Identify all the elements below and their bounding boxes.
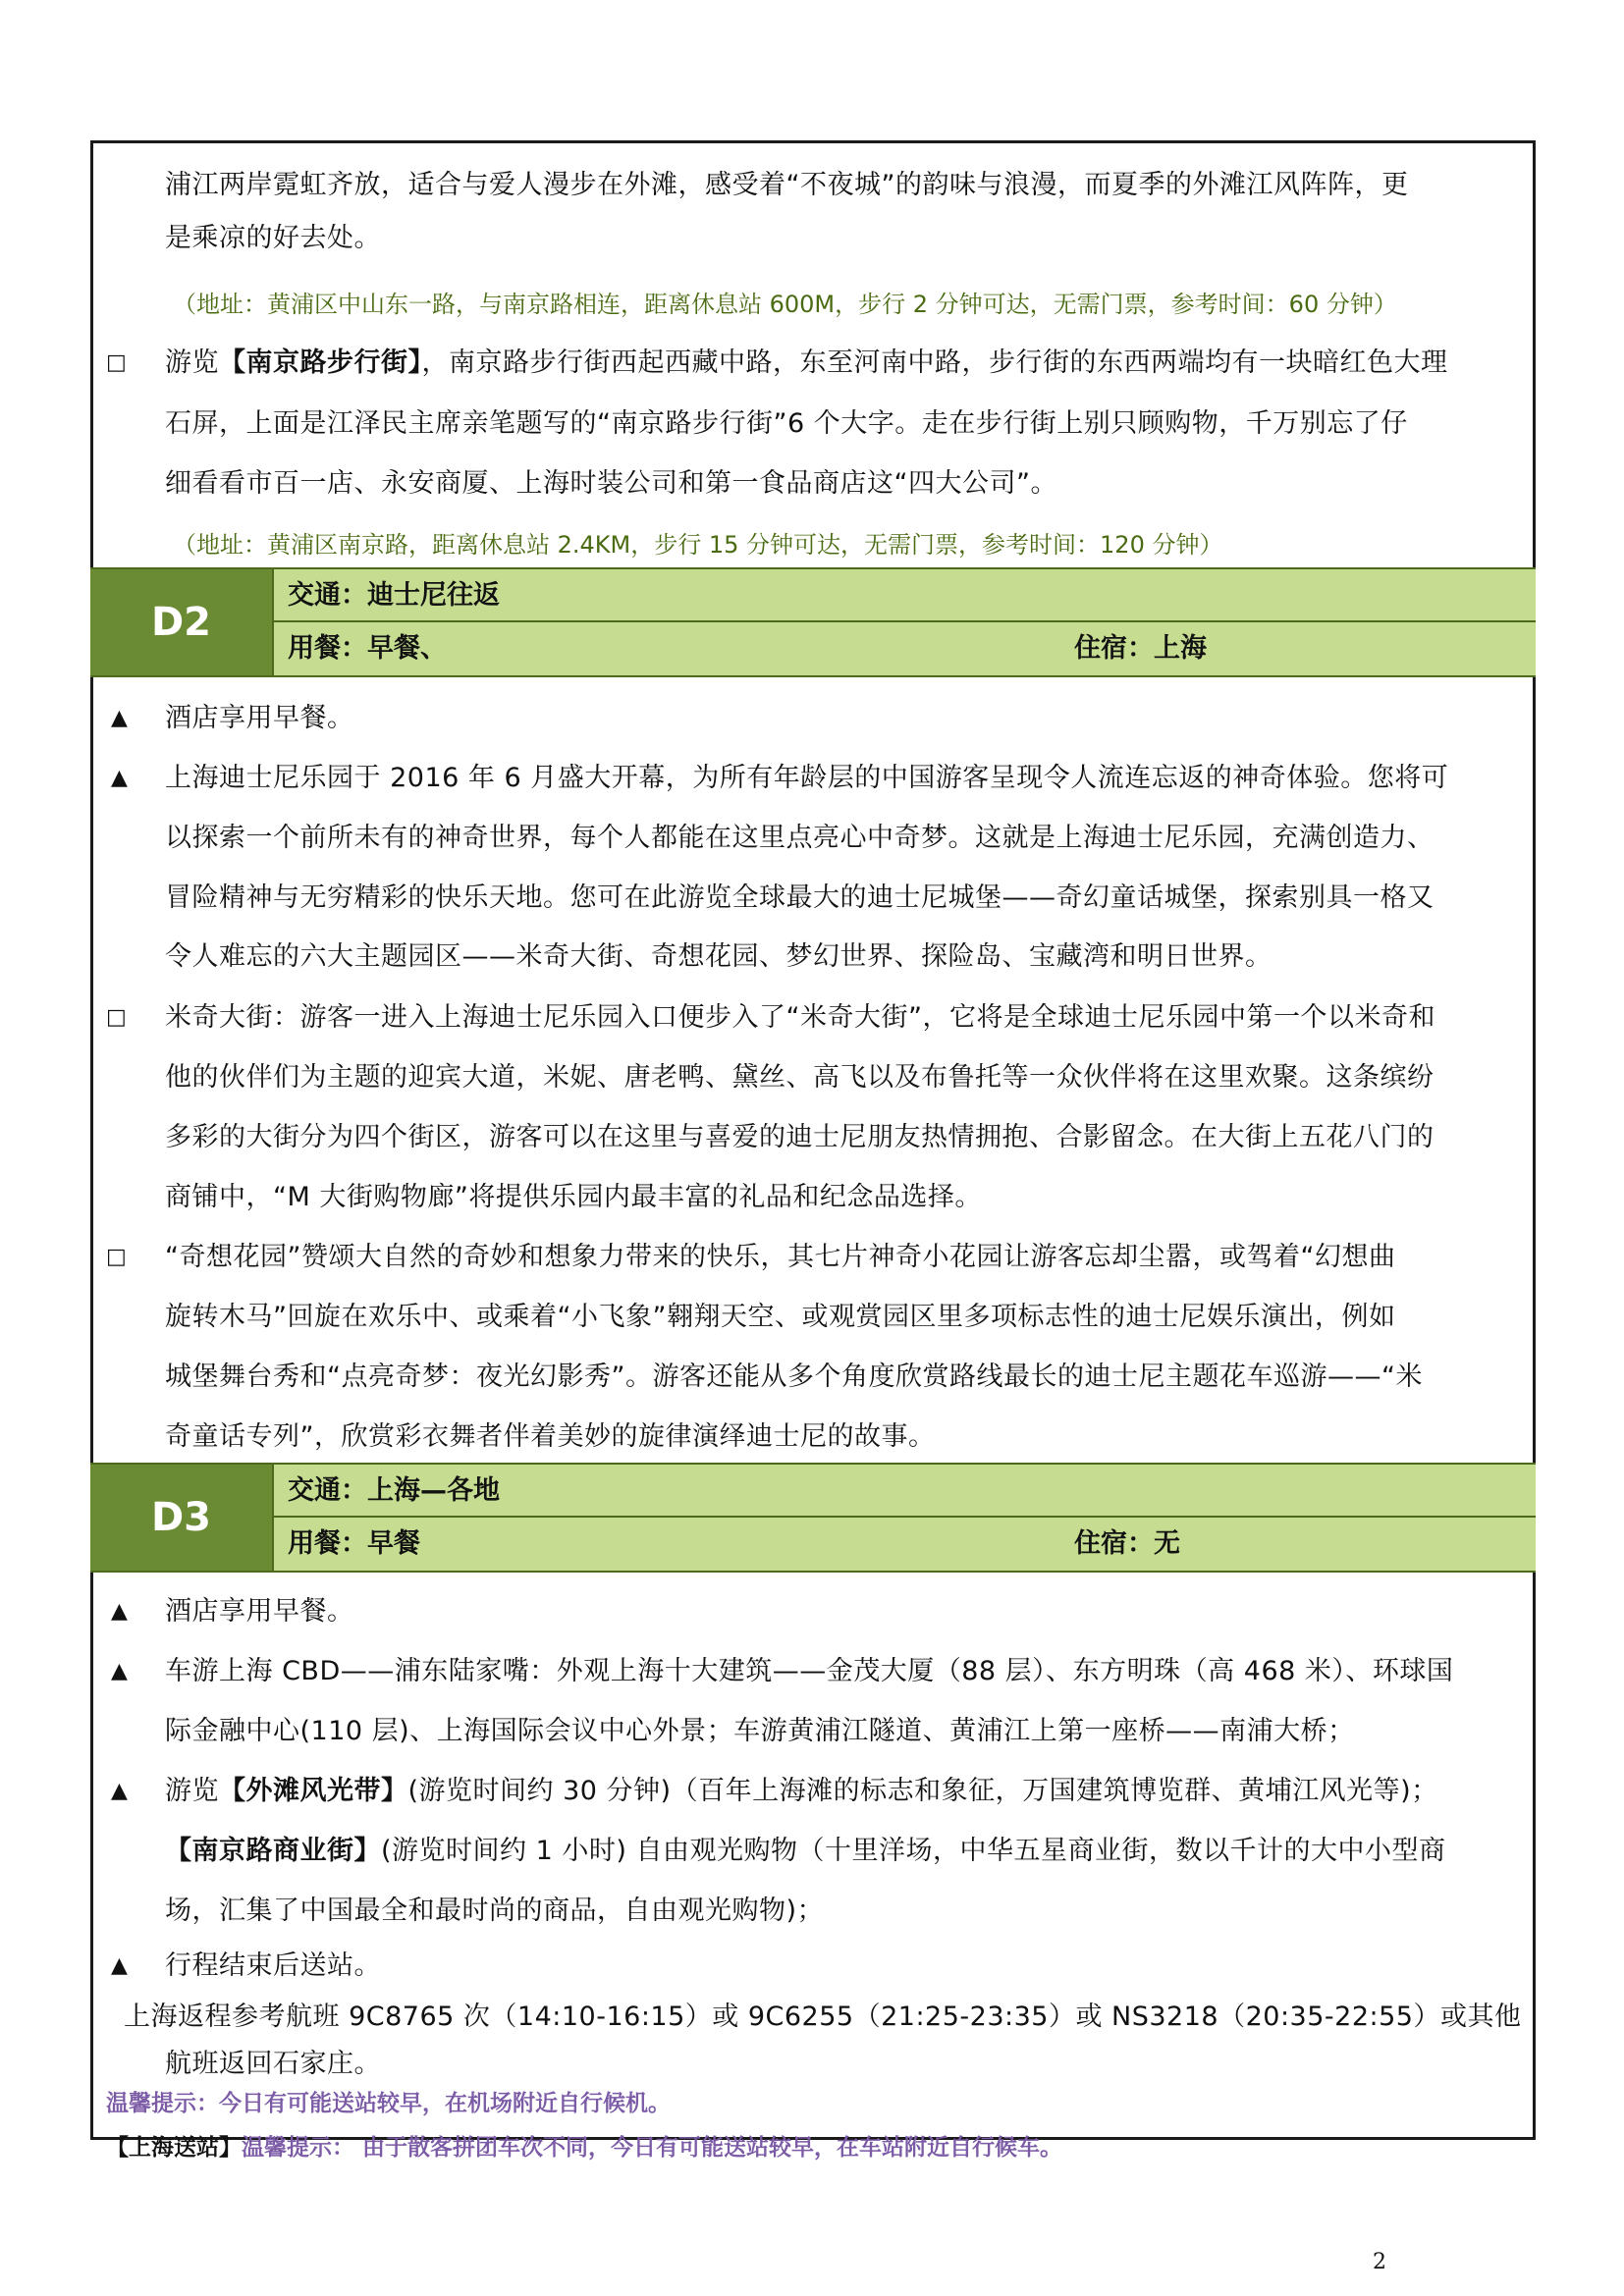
bund-title: 【外滩风光带】 (219, 1776, 408, 1806)
d2-item-1: 酒店享用早餐。 (165, 703, 354, 733)
day-2-lodging: 住宿：上海 (1074, 633, 1207, 664)
d3-item-2-line-1: 车游上海 CBD——浦东陆家嘴：外观上海十大建筑——金茂大厦（88 层）、东方明珠（高 468 米）、环球国 (165, 1656, 1454, 1686)
d2-item-2-line-1: 上海迪士尼乐园于 2016 年 6 月盛大开幕，为所有年龄层的中国游客呈现令人流连忘返的神奇体验。您将可 (165, 763, 1449, 793)
nanjing-line-2: 石屏，上面是江泽民主席亲笔题写的“南京路步行街”6 个大字。走在步行街上别只顾购物，千万别忘了仔 (165, 408, 1408, 439)
d2-item-3-line-2: 他的伙伴们为主题的迎宾大道，米妮、唐老鸭、黛丝、高飞以及布鲁托等一众伙伴将在这里欢聚。这条缤纷 (165, 1062, 1435, 1093)
tip-station-tag: 【上海送站】 (106, 2135, 242, 2161)
intro-line-1: 浦江两岸霓虹齐放，适合与爱人漫步在外滩，感受着“不夜城”的韵味与浪漫，而夏季的外滩江风阵阵，更 (165, 170, 1409, 200)
triangle-bullet-icon: ▲ (111, 1599, 128, 1624)
flight-line-1: 上海返程参考航班 9C8765 次（14:10-16:15）或 9C6255（21:25-23:35）或 NS3218（20:35-22:55）或其他 (124, 2002, 1522, 2032)
day-3-meals-row (272, 1518, 1536, 1571)
d2-item-4-line-2: 旋转木马”回旋在欢乐中、或乘着“小飞象”翱翔天空、或观赏园区里多项标志性的迪士尼娱乐演出，例如 (165, 1302, 1396, 1332)
d2-item-2-line-2: 以探索一个前所未有的神奇世界，每个人都能在这里点亮心中奇梦。这就是上海迪士尼乐园，充满创造力、 (165, 823, 1435, 853)
d2-item-4-line-3: 城堡舞台秀和“点亮奇梦：夜光幻影秀”。游客还能从多个角度欣赏路线最长的迪士尼主题花车巡游——“米 (165, 1362, 1423, 1392)
bullet-square-icon: □ (106, 1245, 127, 1269)
bullet-square-icon: □ (106, 1005, 127, 1030)
day-2-label: D2 (90, 569, 272, 675)
d2-item-2-line-4: 令人难忘的六大主题园区——米奇大街、奇想花园、梦幻世界、探险岛、宝藏湾和明日世界。 (165, 941, 1272, 972)
page-number: 2 (1373, 2250, 1386, 2274)
flight-line-2: 航班返回石家庄。 (165, 2049, 381, 2079)
triangle-bullet-icon: ▲ (111, 1953, 128, 1978)
day-3-label: D3 (90, 1465, 272, 1571)
triangle-bullet-icon: ▲ (111, 1659, 128, 1683)
d3-item-3-line-1 (165, 1767, 1438, 1816)
tip-station (106, 2130, 1062, 2165)
nanjing-address: （地址：黄浦区南京路，距离休息站 2.4KM，步行 15 分钟可达，无需门票，参考时间：120 分钟） (173, 531, 1223, 559)
day-3-header (90, 1465, 1536, 1571)
d2-item-2-line-3: 冒险精神与无穷精彩的快乐天地。您可在此游览全球最大的迪士尼城堡——奇幻童话城堡，探索别具一格又 (165, 882, 1435, 913)
day-3-transport: 交通：上海—各地 (272, 1465, 1536, 1518)
triangle-bullet-icon: ▲ (111, 766, 128, 790)
d3-item-2-line-2: 际金融中心(110 层)、上海国际会议中心外景；车游黄浦江隧道、黄浦江上第一座桥——南浦大桥； (165, 1716, 1355, 1746)
d3-item-4: 行程结束后送站。 (165, 1950, 381, 1981)
bund-address: （地址：黄浦区中山东一路，与南京路相连，距离休息站 600M，步行 2 分钟可达，无需门票，参考时间：60 分钟） (173, 291, 1397, 318)
nanjing-post: ，南京路步行街西起西藏中路，东至河南中路，步行街的东西两端均有一块暗红色大理 (421, 347, 1448, 378)
nanjing-line-1 (165, 339, 1448, 388)
day-2-transport: 交通：迪士尼往返 (272, 569, 1536, 622)
d2-item-3-line-3: 多彩的大街分为四个街区，游客可以在这里与喜爱的迪士尼朋友热情拥抱、合影留念。在大街上五花八门的 (165, 1122, 1435, 1152)
triangle-bullet-icon: ▲ (111, 706, 128, 730)
divider (90, 675, 1536, 677)
d2-item-4-line-4: 奇童话专列”，欣赏彩衣舞者伴着美妙的旋律演绎迪士尼的故事。 (165, 1421, 936, 1452)
d2-item-4-line-1: “奇想花园”赞颂大自然的奇妙和想象力带来的快乐，其七片神奇小花园让游客忘却尘嚣，或驾着“幻想曲 (165, 1242, 1396, 1272)
day-3-lodging: 住宿：无 (1074, 1528, 1180, 1559)
divider (90, 1571, 1536, 1573)
d3-item-1: 酒店享用早餐。 (165, 1596, 354, 1627)
d2-item-3-line-1: 米奇大街：游客一进入上海迪士尼乐园入口便步入了“米奇大街”，它将是全球迪士尼乐园中第一个以米奇和 (165, 1002, 1435, 1033)
day-2-meals: 用餐：早餐、 (288, 633, 447, 664)
nanjing-title: 【南京路步行街】 (219, 347, 422, 378)
tip-airport: 温馨提示：今日有可能送站较早，在机场附近自行候机。 (106, 2091, 671, 2116)
day-2-meals-row (272, 622, 1536, 675)
d2-item-3-line-4: 商铺中，“M 大街购物廊”将提供乐园内最丰富的礼品和纪念品选择。 (165, 1182, 982, 1212)
nanjing-line-3: 细看看市百一店、永安商厦、上海时装公司和第一食品商店这“四大公司”。 (165, 468, 1057, 499)
tip-station-text: 温馨提示： 由于散客拼团车次不同，今日有可能送站较早，在车站附近自行候车。 (242, 2135, 1063, 2161)
d3-item-3-post2: (游览时间约 1 小时) 自由观光购物（十里洋场，中华五星商业街，数以千计的大中小型商 (381, 1836, 1446, 1866)
triangle-bullet-icon: ▲ (111, 1779, 128, 1803)
d3-item-3-pre: 游览 (165, 1776, 219, 1806)
bullet-square-icon: □ (106, 350, 127, 375)
d3-item-3-line-3: 场，汇集了中国最全和最时尚的商品，自由观光购物)； (165, 1896, 825, 1926)
intro-line-2: 是乘凉的好去处。 (165, 223, 381, 253)
d3-item-3-post1: (游览时间约 30 分钟)（百年上海滩的标志和象征，万国建筑博览群、黄埔江风光等)； (407, 1776, 1438, 1806)
day-2-header (90, 569, 1536, 675)
nanjing-pre: 游览 (165, 347, 219, 378)
day-3-meals: 用餐：早餐 (288, 1528, 420, 1559)
d3-item-3-line-2 (165, 1827, 1446, 1876)
nanjing-commercial-title: 【南京路商业街】 (165, 1836, 381, 1866)
